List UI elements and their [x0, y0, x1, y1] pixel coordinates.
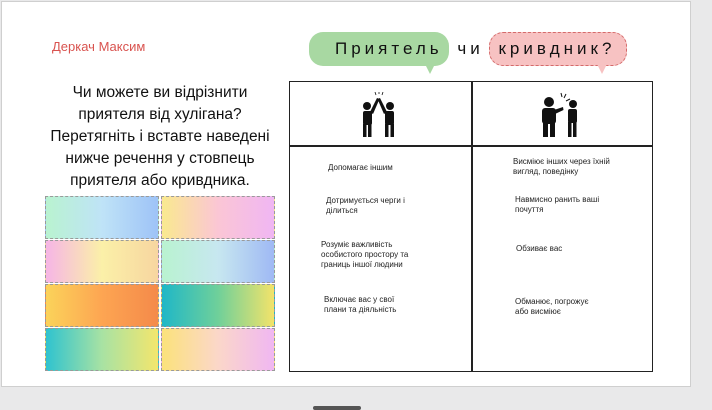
instruction-line: приятеля або кривдника. — [70, 172, 250, 189]
drag-tile[interactable] — [161, 284, 275, 327]
instruction-line: Чи можете ви відрізнити — [72, 84, 248, 101]
bully-card[interactable]: Висміює інших через їхній вигляд, поведінку — [513, 157, 610, 176]
bully-card[interactable]: Обманює, погрожує або висміює — [515, 297, 589, 316]
instruction-line: нижче речення у стовпець — [65, 150, 255, 167]
friend-card[interactable]: Включає вас у свої плани та діяльність — [324, 295, 397, 314]
instruction-line: Перетягніть і вставте наведені — [50, 128, 270, 145]
author-name: Деркач Максим — [52, 39, 146, 54]
high-five-people-icon — [355, 92, 403, 138]
friend-bubble-tail — [425, 64, 435, 74]
friend-card[interactable]: Допомагає іншим — [328, 163, 393, 172]
bully-pointing-people-icon — [536, 90, 584, 138]
slide-title — [307, 32, 637, 80]
drag-tile[interactable] — [161, 240, 275, 283]
title-text — [335, 39, 615, 59]
horizontal-scrollbar[interactable] — [313, 406, 361, 410]
bully-card[interactable]: Навмисно ранить ваші почуття — [515, 195, 600, 214]
title-friend: Приятель — [335, 39, 443, 58]
title-bully: кривдник? — [498, 39, 616, 58]
instructions-text — [40, 82, 280, 192]
drag-tile[interactable] — [161, 328, 275, 371]
drag-tile[interactable] — [45, 240, 159, 283]
drag-tile[interactable] — [161, 196, 275, 239]
sorting-table — [289, 81, 653, 372]
drag-tile[interactable] — [45, 328, 159, 371]
friend-card[interactable]: Розуміє важливість особистого простору та границь іншої людини — [321, 240, 409, 269]
drag-tile[interactable] — [45, 196, 159, 239]
title-or: чи — [457, 39, 484, 58]
drag-tiles-area — [45, 196, 277, 372]
header-divider — [290, 145, 652, 147]
drag-tile[interactable] — [45, 284, 159, 327]
column-divider — [471, 82, 473, 371]
bully-card[interactable]: Обзиває вас — [516, 244, 563, 253]
bully-bubble-tail — [597, 64, 607, 74]
slide-canvas — [1, 1, 691, 387]
friend-card[interactable]: Дотримується черги і ділиться — [326, 196, 405, 215]
instruction-line: приятеля від хулігана? — [78, 106, 242, 123]
